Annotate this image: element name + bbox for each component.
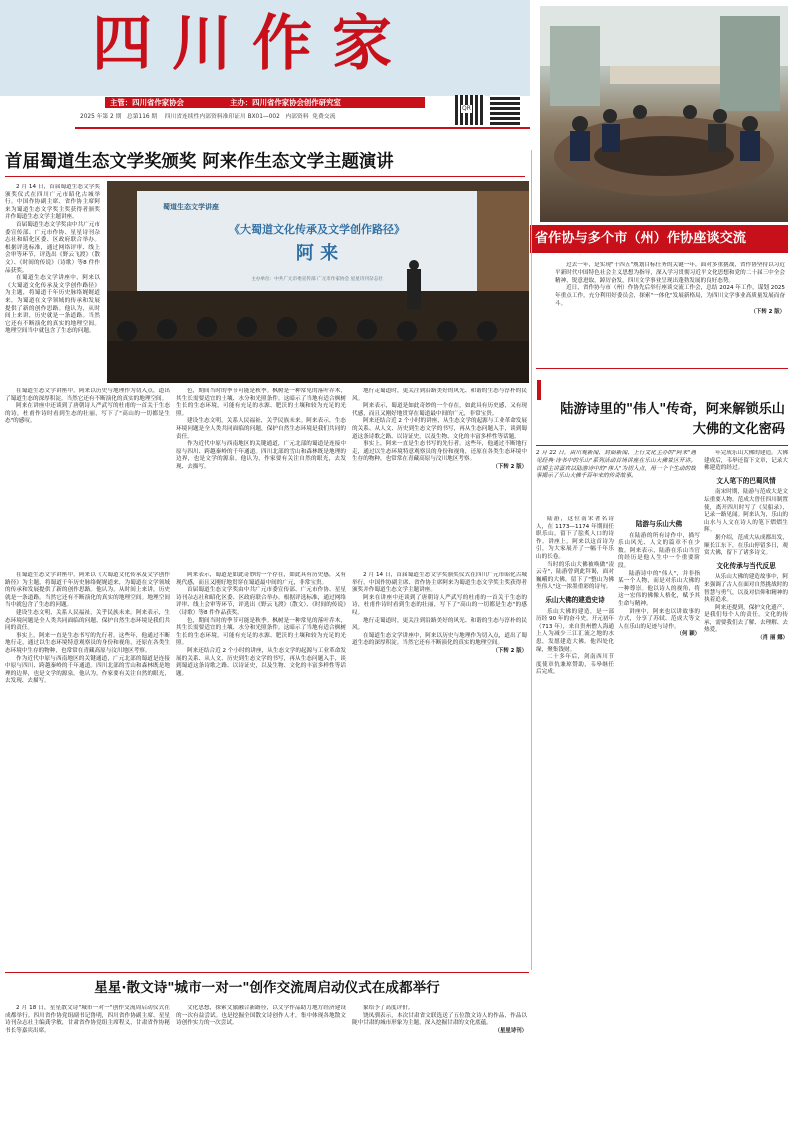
- top-story-headline: 首届蜀道生态文学奖颁奖 阿来作生态文学主题演讲: [5, 152, 394, 172]
- top-story-para: 阿来表示，蜀道是如此奇妙的一个存在，如此具有历史感，又有现代感，而且又刚好地贯穿在蜀道最中间的广元，非常宝贵。: [352, 403, 527, 417]
- top-story-para: 在蜀道生态文学讲座中，阿来以《大蜀道文化传承及文学创作路径》为主题，将蜀道千年历史脉络娓娓道来，为蜀道在文学领域的传承和发展提供了新的创作思路。他认为，从时间上来讲，历史就是一条道路。当然它还有不断演化的真实的地理空间。地理空间当中就包含了生态的问题。: [5, 572, 170, 609]
- top-story-para: 阿来还结合近 2 个小时的讲座，从生态文学的起源与工业革命发展的关系、从人文、历史到生态文学的书写，再从生态问题入手，谈到蜀道这条诗歌之路、以诗证史，以及生物、文化的丰富多样性等话题。: [352, 418, 527, 440]
- lower-right-title-deco: [537, 380, 637, 400]
- masthead-title: 四川作家: [92, 9, 412, 79]
- banner-organizers: 主办单位：中共广元市委宣传部 广元市作家协会 星星诗刊杂志社: [251, 277, 383, 282]
- headline-rule: [5, 176, 525, 177]
- masthead-sponsor: 主管：四川省作家协会: [110, 98, 184, 107]
- masthead-organizer: 主办：四川省作家协会创作研究室: [230, 98, 341, 107]
- free-label: 免费交流: [312, 114, 336, 120]
- lower-right-intro: 2 月 22 日，由川观新闻、封面新闻、上行文化主办的"阿来"遇见经典·诗书中的乐山"系列活动首场讲座在乐山大佛景区开讲。首期主讲嘉宾以陆游诗中的"伟人"为切入点，用一个个生动的故事揭示了乐山大佛千百年来的传奇故事。: [536, 450, 696, 480]
- lower-right-para: 在陆游的所有诗作中，描写乐山风光、人文的篇章不在少数。阿来表示，陆游在乐山当官的经历是他人生中一个重要阶段。: [618, 532, 700, 569]
- top-story-para: 色，期间当时的季节可能是秋季。枫树是一种常见的落叶乔木，其生长需要适宜的土壤、水分和光照条件。这暗示了当地有适合枫树生长的生态环境，可能有充足的水源、肥沃的土壤和较为充足的光照。: [176, 388, 346, 417]
- qr-code: [455, 95, 485, 125]
- top-story-col3: [352, 388, 527, 568]
- top-story-para: 色，期间当时的季节可能是秋季。枫树是一种常见的落叶乔木，其生长需要适宜的土壤、水分和光照条件。这暗示了当地有适合枫树生长的生态环境，可能有充足的水源、肥沃的土壤和较为充足的光照。: [176, 617, 346, 647]
- top-story-para: 作为近代中原与西南地区的关键通道，广元北部的蜀道是连接中原与四川、跨越秦岭的千年通道。四川北部的雪山和森林既是地理的边界，也是文学的源泉。他认为，作家要有关注自然的眼光，去发现、去描写。: [5, 655, 170, 685]
- lower-right-para: 陆游，这位南宋著名诗人，在 1173—1174 年期间任职乐山，留下了脍炙人口的诗作。讲座上，阿来以这首诗为引，为大家展开了一幅千年乐山的长卷。: [536, 516, 614, 560]
- license-number: 四川省连续性内部资料准印证川 BX01—002: [164, 114, 280, 120]
- right-story-rule: [536, 368, 788, 369]
- top-story-para: 阿来在讲座中还谈到了唐朝诗人严武写的杜甫的一首关于生态的诗，杜甫作诗时看到生态的壮丽，写下了"高山的一切都是生态"的感叹。: [5, 403, 170, 425]
- top-story-sig: （下转 2 版）: [492, 647, 527, 654]
- lecture-stage-photo: [107, 181, 529, 383]
- top-story-col2: [176, 388, 346, 568]
- top-story-para: 地行走蜀道时，更关注到沿路美好的风光、和谐的生态与淳朴的民风。: [352, 617, 527, 632]
- banner-speaker: 阿 来: [295, 243, 339, 264]
- lower-right-para: 二十多年后，剑南西川节度使章仇兼琼赞助，韦皋继任后完成。: [536, 654, 614, 676]
- masthead-meta: [80, 113, 410, 121]
- column-divider: [531, 150, 532, 970]
- top-story-para: 在蜀道生态文学讲座中，阿来以历史与地理作为切入点，道出了蜀道生态的深厚积淀。当然它还有不断演化的真实的地理空间。: [5, 388, 170, 402]
- qr-label: QR: [462, 105, 471, 112]
- meeting-photo-svg: [540, 6, 788, 222]
- bottom-story-para: 2 月 18 日，星星散文诗"城市一对一"创作交流周启动仪式在成都举行。四川省作协党组副书记鲁明，四川省作协副主席、星星诗刊杂志社主编龚学敏，甘肃省作协党组主席程义，甘肃省作协秘书长等嘉宾出席。: [5, 1005, 170, 1034]
- bottom-story-col3: [352, 1005, 527, 1117]
- top-story-lower-right: [352, 572, 527, 967]
- top-story-para: 事实上，阿来一直是生态书写的先行者。这些年，他通过不断地行走，通过以生态环境特意观察员的身份和视角，还原在各类生态环境中生存的物种，也常常在青藏高原与汶川地区考察。: [352, 441, 527, 463]
- top-story-caption: （下转 2 版）: [492, 463, 527, 470]
- top-story-para: 2 月 14 日，首届蜀道生态文学奖颁奖仪式在四川广元市昭化古城举行。中国作协副主席、省作协主席阿来为蜀道生态文学奖主奖获得者颁奖并作蜀道生态文学主题讲座。: [5, 184, 100, 221]
- issue-number: 2025 年第 2 期: [80, 114, 122, 120]
- lower-right-para: 当时的乐山大佛被唤做"凌云寺"，陆游曾到此拜谒，面对巍峨的大佛，留下了"整山为佛坐伟人"这一浓墨重彩的诗句。: [536, 561, 614, 591]
- top-story-para: 作为近代中原与西南地区的关键通道，广元北部的蜀道是连接中原与四川、跨越秦岭的千年通道。四川北部的雪山和森林既是地理的边界，也是文学的源泉。他认为，作家要有关注自然的眼光，去发现、去描写。: [176, 441, 346, 470]
- lower-right-para: 南宋时期，陆游与范成大是文坛重要人物。范成大曾任四川制置使，离开四川时写了《吴船录》，记录一路见闻。阿来认为，乐山的山水与人文在诗人的笔下熠熠生辉。: [704, 489, 788, 534]
- top-story-para: 在蜀道生态文学讲座中，阿来以《大蜀道文化传承及文学创作路径》为主题，将蜀道千年历史脉络娓娓道来，为蜀道在文学领域的传承和发展提供了新的创作思路。他认为，从时间上来讲，历史就是一条道路。当然它还有不断演化的真实的地理空间。地理空间当中就包含了生态的问题。: [5, 275, 100, 335]
- bottom-story-title: 星星·散文诗"城市一对一"创作交流周启动仪式在成都举行: [94, 980, 440, 996]
- right-story-title: 省作协与多个市（州）作协座谈交流: [535, 231, 746, 246]
- banner-subtitle: 《大蜀道文化传承及文学创作路径》: [229, 223, 405, 236]
- top-story-lower-mid: [176, 572, 346, 967]
- top-story-para: 阿来表示，蜀道是如此奇妙的一个存在，如此具有历史感，又有现代感，而且又刚好地贯穿在蜀道最中间的广元，非常宝贵。: [176, 572, 346, 586]
- bottom-story-para: 象给予了高度评价。: [363, 1005, 414, 1011]
- lower-right-subheading: 文化传承与当代反思: [716, 561, 776, 570]
- top-story-para: 2 月 14 日，首届蜀道生态文学奖颁奖仪式在四川广元市昭化古城举行。中国作协副主席、省作协主席阿来为蜀道生态文学奖主奖获得者颁奖并作蜀道生态文学主题讲座。: [352, 572, 527, 594]
- lower-right-col1: [536, 516, 614, 966]
- lower-right-title: 陆游诗里的"伟人"传奇，阿来解锁乐山大佛的文化密码: [560, 402, 785, 437]
- lower-right-para: 讲座中，阿来也以讲故事的方式，分享了苏轼、范成大等文人在乐山的足迹与诗作。: [618, 608, 700, 630]
- lower-right-sig2: （肖 丽 娜）: [757, 635, 788, 642]
- top-story-para: 事实上，阿来一直是生态书写的先行者。这些年，他通过不断地行走，通过以生态环境特意观察员的身份和视角，还原在各类生态环境中生存的物种，也常常在青藏高原与汶川地区考察。: [5, 632, 170, 654]
- internal-label: 内部资料: [285, 114, 309, 120]
- lower-right-para: 从乐山大佛的建造故事中，阿来强调了古人在面对自然挑战时的智慧与勇气，以及对信仰和精神的执着追求。: [704, 574, 788, 604]
- top-story-para: 阿来还结合近 2 个小时的讲座，从生态文学的起源与工业革命发展的关系、从人文、历史到生态文学的书写，再从生态问题入手，谈到蜀道这条诗歌之路、以诗证史，以及生物、文化的丰富多样性等话题。: [176, 647, 346, 677]
- lower-right-para: 据介绍，范成大从成都出发，顺长江东下，在乐山停留多日，观赏大佛，留下了诸多诗文。: [704, 534, 788, 557]
- top-story-para: 在蜀道生态文学讲座中，阿来以历史与地理作为切入点，道出了蜀道生态的深厚积淀。当然它还有不断演化的真实的地理空间。: [352, 632, 527, 647]
- right-story-caption: （下转 2 版）: [750, 308, 785, 315]
- lower-right-rule: [536, 445, 788, 446]
- top-story-main-left: [5, 388, 170, 568]
- top-story-para: 首届蜀道生态文学奖由中共广元市委宣传部、广元市作协、星星诗刊杂志社和昭化区委、区政府联合举办。根据评选标准，通过网络评审、线上会审等环节，评选出《野云飞渡》（散文）、《时间的传说》（诗歌）等8 件作品获奖。: [176, 587, 346, 616]
- right-story-para: 近日，省作协与市（州）作协先后举行座谈交流工作会，总结 2024 年工作，谋划 2025 年重点工作，充分利用好委员会，探索"一体化"发展新格局，为四川文学事业高质量发展而奋斗。: [555, 285, 785, 307]
- lower-right-col2: [618, 516, 700, 966]
- banner-title: 蜀道生态文学讲座: [163, 203, 219, 211]
- meeting-photo: [540, 6, 788, 222]
- bottom-story-sig: （星星诗刊）: [494, 1027, 527, 1034]
- lower-right-para: 年完成乐山大佛的建造。大佛建成后，韦皋还留下文章，记录大佛建造的经过。: [704, 450, 788, 472]
- right-story-body: [555, 262, 785, 364]
- lower-right-para: 阿来还提到，保护文化遗产，是我们每个人的责任。文化的传承，需要我们去了解、去理解、去热爱。: [704, 604, 788, 634]
- top-story-para: 首届蜀道生态文学奖由中共广元市委宣传部、广元市作协、星星诗刊杂志社和昭化区委、区政府联合举办。根据评选标准，通过网络评审、线上会审等环节，评选出《野云飞渡》（散文）、《时间的传说》（诗歌）等8 件作品获奖。: [5, 221, 100, 274]
- bottom-story-col1: [5, 1005, 170, 1117]
- top-story-para: 建设生态文明，关系人民福祉，关乎民族未来。阿来表示，生态环境问题是全人类共同面临的问题，保护自然生态环境是我们共同的责任。: [176, 418, 346, 440]
- lower-right-para: 陆游诗中的"伟人"，并非指某一个人物，而是对乐山大佛的一种尊崇。他以诗人的视角，将这一宏伟的佛像人格化，赋予其生命与精神。: [618, 570, 700, 607]
- lower-right-subheading: 文人笔下的巴蜀风情: [716, 476, 776, 485]
- top-story-para: 阿来在讲座中还谈到了唐朝诗人严武写的杜甫的一首关于生态的诗，杜甫作诗时看到生态的壮丽，写下了"高山的一切都是生态"的感叹。: [352, 594, 527, 616]
- top-story-lower-left: [5, 572, 170, 967]
- bottom-story-para: 文化思想，探索文旅融合新路径，以文学作品助力地方经济建设的一次有益尝试。也是挖掘全国散文诗创作人才，集中体现各地散文诗创作实力的一次尝试。: [176, 1005, 346, 1027]
- masthead-qr-2: [490, 95, 520, 125]
- lower-right-sig1: （何 颖）: [676, 631, 700, 638]
- masthead-rule: [75, 127, 530, 129]
- lower-right-subheading: 乐山大佛的建造史诗: [545, 595, 605, 604]
- bottom-story-col2: [176, 1005, 346, 1117]
- lower-right-subheading: 陆游与乐山大佛: [635, 520, 683, 528]
- top-story-para: 地行走蜀道时，更关注到沿路美好的风光、和谐的生态与淳朴的民风。: [352, 388, 527, 402]
- bottom-story-para: 饶凤驯表示，本次甘肃省文联选送了五位散文诗人的作品，作品以陇中甘肃的城市形象为主题，深入挖掘甘肃的文化底蕴。: [352, 1012, 527, 1027]
- lower-right-para: 乐山大佛的建造，是一部历经 90 年的奋斗史。开元初年（713 年），来自贵州僧人海通上人为减少三江汇流之地的水患，发愿建造大佛。他四处化缘，聚集钱财。: [536, 608, 614, 653]
- bottom-story-rule: [5, 972, 529, 973]
- lower-right-col3: [704, 450, 788, 1120]
- right-story-para: 过去一年，是实现"十四五"规划目标任务的关键一年，面对多重挑战，省作协坚持以习近平新时代中国特色社会主义思想为指导，深入学习贯彻习近平文化思想和党的二十届三中全会精神，锐意进取，踔厉奋发，四川文学事业呈现出蓬勃发展的良好态势。: [555, 262, 785, 284]
- total-issue: 总第116 期: [126, 114, 158, 120]
- top-story-para: 建设生态文明，关系人民福祉，关乎民族未来。阿来表示，生态环境问题是全人类共同面临的问题，保护自然生态环境是我们共同的责任。: [5, 609, 170, 632]
